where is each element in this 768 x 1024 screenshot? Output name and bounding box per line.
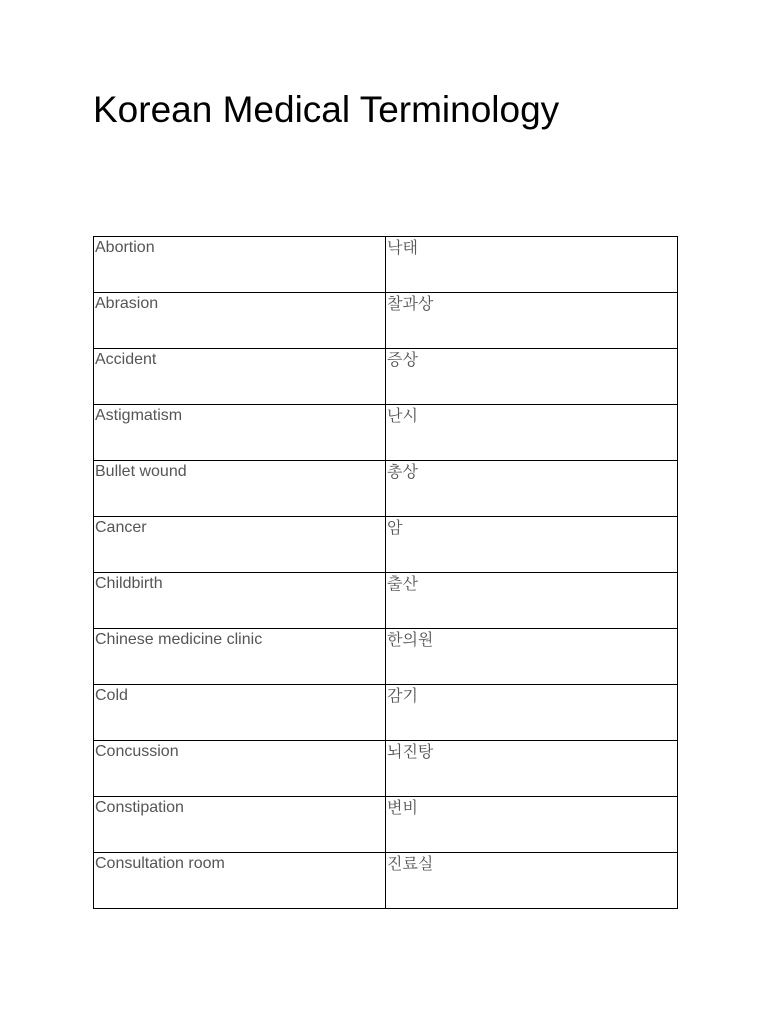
- english-term: Accident: [94, 349, 386, 405]
- korean-term: 변비: [386, 797, 678, 853]
- english-term: Abrasion: [94, 293, 386, 349]
- korean-term: 찰과상: [386, 293, 678, 349]
- table-row: [94, 741, 678, 797]
- english-term: Cancer: [94, 517, 386, 573]
- korean-term: 암: [386, 517, 678, 573]
- terminology-table: [93, 236, 678, 909]
- korean-term: 난시: [386, 405, 678, 461]
- table-row: [94, 405, 678, 461]
- korean-term: 뇌진탕: [386, 741, 678, 797]
- table-row: [94, 797, 678, 853]
- korean-term: 증상: [386, 349, 678, 405]
- english-term: Constipation: [94, 797, 386, 853]
- english-term: Childbirth: [94, 573, 386, 629]
- table-row: [94, 293, 678, 349]
- page-title: Korean Medical Terminology: [93, 89, 560, 130]
- english-term: Concussion: [94, 741, 386, 797]
- table-row: [94, 349, 678, 405]
- korean-term: 낙태: [386, 237, 678, 293]
- table-row: [94, 853, 678, 909]
- english-term: Bullet wound: [94, 461, 386, 517]
- english-term: Astigmatism: [94, 405, 386, 461]
- korean-term: 총상: [386, 461, 678, 517]
- english-term: Chinese medicine clinic: [94, 629, 386, 685]
- korean-term: 한의원: [386, 629, 678, 685]
- english-term: Abortion: [94, 237, 386, 293]
- table-row: [94, 573, 678, 629]
- english-term: Consultation room: [94, 853, 386, 909]
- table-row: [94, 461, 678, 517]
- korean-term: 출산: [386, 573, 678, 629]
- english-term: Cold: [94, 685, 386, 741]
- korean-term: 진료실: [386, 853, 678, 909]
- table-row: [94, 629, 678, 685]
- table-row: [94, 517, 678, 573]
- korean-term: 감기: [386, 685, 678, 741]
- table-row: [94, 237, 678, 293]
- table-row: [94, 685, 678, 741]
